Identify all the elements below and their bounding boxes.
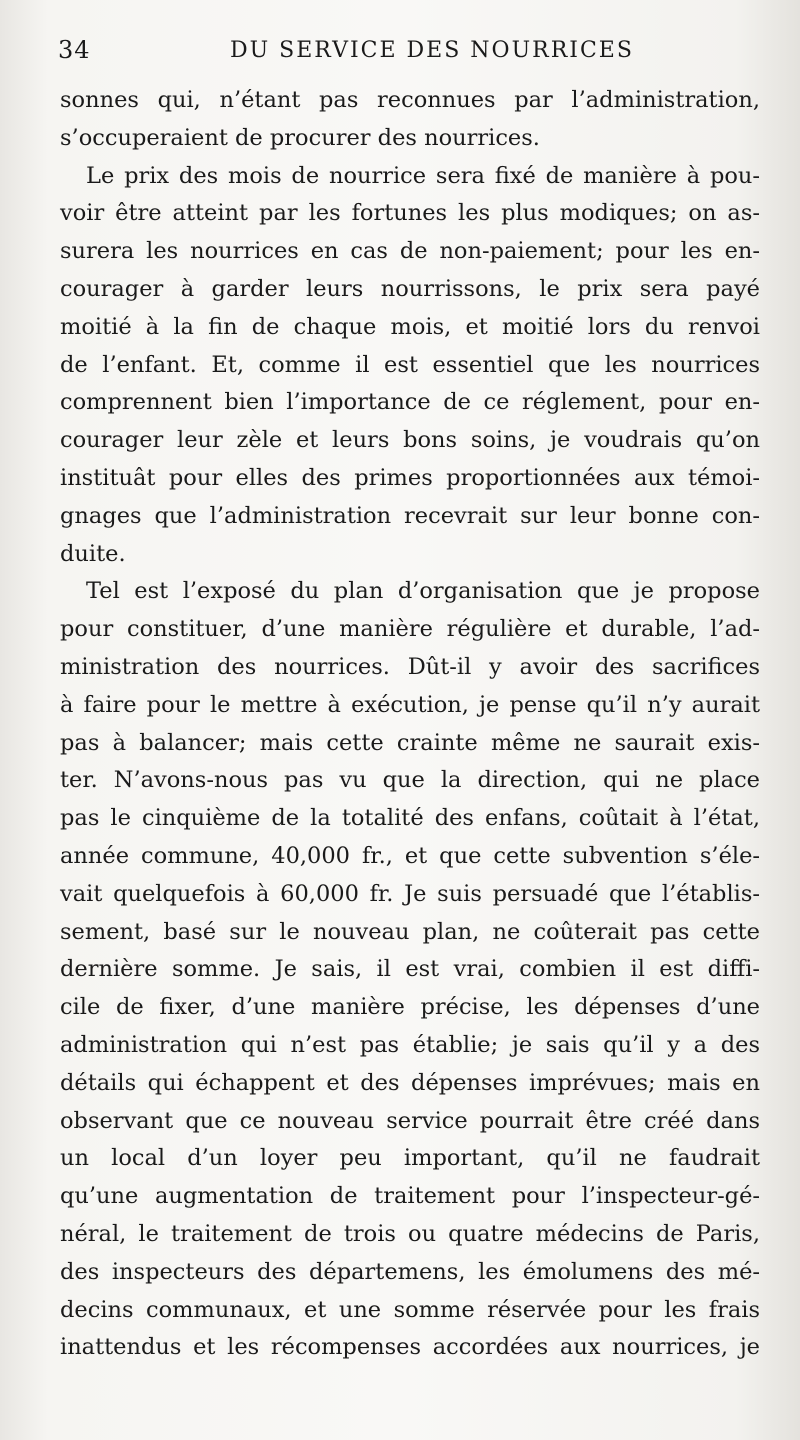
text-line: comprennent bien l’importance de ce réglement, pour en-	[60, 389, 760, 416]
text-line: cile de fixer, d’une manière précise, les dépenses d’une	[60, 994, 760, 1021]
text-line: vait quelquefois à 60,000 fr. Je suis persuadé que l’établis-	[60, 880, 760, 907]
text-line: ter. N’avons-nous pas vu que la direction, qui ne place	[60, 767, 760, 794]
text-line: année commune, 40,000 fr., et que cette subvention s’éle-	[60, 842, 760, 869]
text-line: des inspecteurs des départemens, les émolumens des mé-	[60, 1258, 760, 1285]
text-line: un local d’un loyer peu important, qu’il ne faudrait	[60, 1145, 760, 1172]
text-line: instituât pour elles des primes proportionnées aux témoi-	[60, 464, 760, 491]
running-title: DU SERVICE DES NOURRICES	[230, 38, 634, 63]
text-line: pas le cinquième de la totalité des enfans, coûtait à l’état,	[60, 805, 760, 832]
text-line: courager à garder leurs nourrissons, le prix sera payé	[60, 275, 760, 302]
page-number: 34	[58, 36, 91, 64]
text-line: gnages que l’administration recevrait sur leur bonne con-	[60, 502, 760, 529]
text-line: surera les nourrices en cas de non-paiement; pour les en-	[60, 238, 760, 265]
text-line: sement, basé sur le nouveau plan, ne coûterait pas cette	[60, 918, 760, 945]
text-line: observant que ce nouveau service pourrait être créé dans	[60, 1107, 760, 1134]
text-line: moitié à la fin de chaque mois, et moitié lors du renvoi	[60, 313, 760, 340]
text-line: decins communaux, et une somme réservée pour les frais	[60, 1296, 760, 1323]
text-line: s’occuperaient de procurer des nourrices.	[60, 124, 540, 151]
text-line: pas à balancer; mais cette crainte même ne saurait exis-	[60, 729, 760, 756]
text-line: de l’enfant. Et, comme il est essentiel que les nourrices	[60, 351, 760, 378]
text-line: courager leur zèle et leurs bons soins, je voudrais qu’on	[60, 427, 760, 454]
text-line: néral, le traitement de trois ou quatre médecins de Paris,	[60, 1220, 760, 1247]
text-line: Le prix des mois de nourrice sera fixé de manière à pou-	[86, 162, 760, 189]
text-line: duite.	[60, 540, 126, 567]
text-line: qu’une augmentation de traitement pour l’inspecteur-gé-	[60, 1183, 760, 1210]
text-line: pour constituer, d’une manière régulière et durable, l’ad-	[60, 616, 760, 643]
text-line: dernière somme. Je sais, il est vrai, combien il est diffi-	[60, 956, 760, 983]
text-line: à faire pour le mettre à exécution, je pense qu’il n’y aurait	[60, 691, 760, 718]
text-line: ministration des nourrices. Dût-il y avoir des sacrifices	[60, 653, 760, 680]
body-text	[60, 82, 760, 1367]
text-line: administration qui n’est pas établie; je sais qu’il y a des	[60, 1031, 760, 1058]
text-line: détails qui échappent et des dépenses imprévues; mais en	[60, 1069, 760, 1096]
text-line: Tel est l’exposé du plan d’organisation que je propose	[86, 578, 760, 605]
text-line: voir être atteint par les fortunes les plus modiques; on as-	[60, 200, 760, 227]
running-head	[58, 36, 760, 70]
text-line: inattendus et les récompenses accordées aux nourrices, je	[60, 1334, 760, 1361]
text-line: sonnes qui, n’étant pas reconnues par l’administration,	[60, 87, 760, 113]
